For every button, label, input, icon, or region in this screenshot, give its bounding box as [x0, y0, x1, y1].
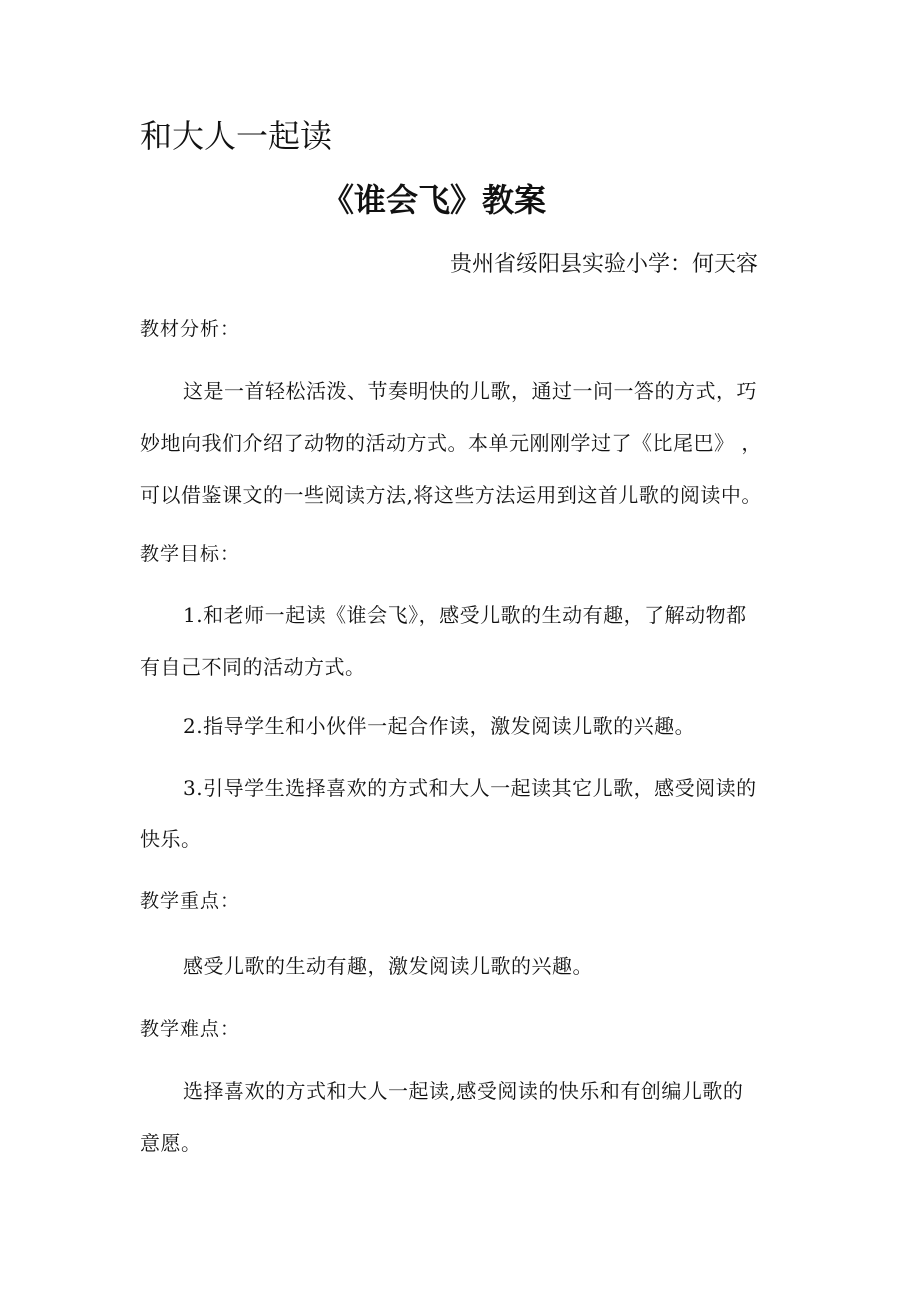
- list-item: 1.和老师一起读《谁会飞》，感受儿歌的生动有趣，了解动物都: [183, 603, 747, 627]
- paragraph-line: 感受儿歌的生动有趣，激发阅读儿歌的兴趣。: [183, 954, 593, 978]
- page-title: 《谁会飞》教案: [322, 181, 547, 219]
- pre-title: 和大人一起读: [140, 117, 333, 155]
- paragraph-line: 可以借鉴课文的一些阅读方法,将这些方法运用到这首儿歌的阅读中。: [140, 483, 762, 507]
- paragraph-line: 选择喜欢的方式和大人一起读,感受阅读的快乐和有创编儿歌的: [183, 1079, 744, 1103]
- list-item: 3.引导学生选择喜欢的方式和大人一起读其它儿歌，感受阅读的: [183, 776, 757, 800]
- list-item-continuation: 有自己不同的活动方式。: [140, 655, 366, 679]
- section-heading-focus: 教学重点：: [140, 890, 241, 912]
- paragraph-line: 这是一首轻松活泼、节奏明快的儿歌，通过一问一答的方式，巧: [183, 379, 757, 403]
- section-heading-goals: 教学目标：: [140, 543, 241, 565]
- section-heading-analysis: 教材分析：: [140, 318, 241, 340]
- list-item-continuation: 快乐。: [140, 827, 202, 851]
- section-heading-difficulty: 教学难点：: [140, 1018, 241, 1040]
- paragraph-line: 意愿。: [140, 1131, 202, 1155]
- list-item: 2.指导学生和小伙伴一起合作读，激发阅读儿歌的兴趣。: [183, 714, 696, 738]
- paragraph-line: 妙地向我们介绍了动物的活动方式。本单元刚刚学过了《比尾巴》 ，: [140, 431, 762, 455]
- author-line: 贵州省绥阳县实验小学：何天容: [450, 252, 759, 277]
